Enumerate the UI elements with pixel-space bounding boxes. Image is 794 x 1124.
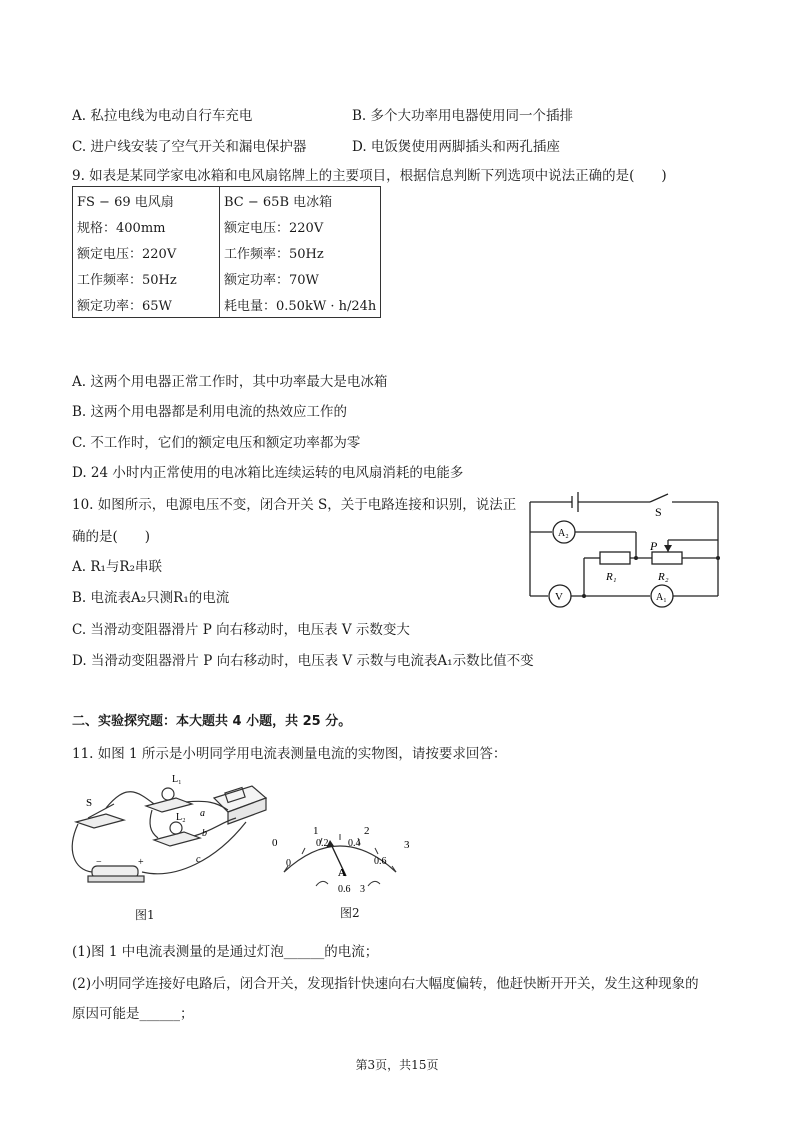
table-cell: 额定功率：70W (220, 265, 381, 291)
q10-stem-line2: 确的是( ) (72, 529, 151, 545)
q10-option-b: B. 电流表A₂只测R₁的电流 (72, 590, 230, 606)
table-cell: 额定功率：65W (73, 291, 220, 318)
battery-minus-label: − (96, 857, 102, 868)
q11-sub1: (1)图 1 中电流表测量的是通过灯泡______的电流； (72, 944, 379, 960)
wire-a-label: a (200, 808, 205, 819)
table-cell: 耗电量：0.50kW · h/24h (220, 291, 381, 318)
q10-option-a: A. R₁与R₂串联 (72, 559, 162, 575)
l2-label: L₂ (176, 812, 186, 823)
dial-small-06: 0.6 (374, 856, 387, 867)
table-cell: 工作频率：50Hz (220, 239, 381, 265)
q8-option-d: D. 电饭煲使用两脚插头和两孔插座 (352, 139, 560, 155)
q11-stem: 11. 如图 1 所示是小明同学用电流表测量电流的实物图，请按要求回答： (72, 746, 507, 762)
section-heading: 二、实验探究题：本大题共 4 小题，共 25 分。 (72, 714, 352, 729)
dial-unit: A (338, 867, 346, 879)
r2-label: R₂ (658, 571, 669, 583)
dial-big-0: 0 (272, 837, 278, 849)
table-cell: BC − 65B 电冰箱 (220, 187, 381, 214)
table-row (73, 213, 381, 239)
q9-option-c: C. 不工作时，它们的额定电压和额定功率都为零 (72, 435, 361, 451)
q11-sub2-line1: (2)小明同学连接好电路后，闭合开关，发现指针快速向右大幅度偏转，他赶快断开开关，发生这种现象的 (72, 976, 699, 992)
slider-arrow-icon (664, 545, 672, 552)
table-row (73, 239, 381, 265)
table-row (73, 265, 381, 291)
q8-option-c: C. 进户线安装了空气开关和漏电保护器 (72, 139, 307, 155)
table-cell: 额定电压：220V (220, 213, 381, 239)
switch-label: S (86, 797, 93, 809)
q8-option-a: A. 私拉电线为电动自行车充电 (72, 108, 253, 124)
table-cell: FS − 69 电风扇 (73, 187, 220, 214)
terminal-3: 3 (360, 884, 365, 895)
dial-small-04: 0.4 (348, 838, 361, 849)
page-footer: 第3页，共15页 (355, 1058, 439, 1072)
q10-option-c: C. 当滑动变阻器滑片 P 向右移动时，电压表 V 示数变大 (72, 622, 410, 638)
dial-terminals (310, 876, 390, 898)
ammeter-a2-label: A₂ (558, 528, 569, 539)
wire-b-label: b (202, 828, 207, 839)
q11-figure1 (66, 770, 270, 902)
q9-option-a: A. 这两个用电器正常工作时，其中功率最大是电冰箱 (72, 374, 388, 390)
q10-option-d: D. 当滑动变阻器滑片 P 向右移动时，电压表 V 示数与电流表A₁示数比值不变 (72, 653, 534, 669)
wire-c-label: c (196, 854, 201, 865)
dial-small-02: 0.2 (316, 838, 329, 849)
dial-small-0: 0 (286, 858, 291, 869)
ammeter-a1-label: A₁ (656, 592, 667, 603)
table-cell: 工作频率：50Hz (73, 265, 220, 291)
dial-big-1: 1 (313, 826, 319, 837)
dial-big-2: 2 (364, 826, 370, 837)
l1-label: L₁ (172, 774, 182, 785)
fig1-caption: 图1 (135, 908, 155, 922)
resistor-r1-icon (600, 552, 630, 564)
q11-sub2-line2: 原因可能是______； (72, 1006, 194, 1022)
q9-option-b: B. 这两个用电器都是利用电流的热效应工作的 (72, 404, 348, 420)
slider-label: P (650, 539, 658, 553)
table-cell: 规格：400mm (73, 213, 220, 239)
q9-stem: 9. 如表是某同学家电冰箱和电风扇铭牌上的主要项目，根据信息判断下列选项中说法正确的是( ) (72, 168, 667, 184)
table-row (73, 187, 381, 214)
table-cell: 额定电压：220V (73, 239, 220, 265)
fig2-caption: 图2 (340, 906, 360, 920)
nameplate-table (72, 186, 381, 318)
q9-option-d: D. 24 小时内正常使用的电冰箱比连续运转的电风扇消耗的电能多 (72, 465, 464, 481)
voltmeter-label: V (555, 591, 563, 603)
table-row (73, 291, 381, 318)
q10-stem-line1: 10. 如图所示，电源电压不变，闭合开关 S，关于电路连接和识别，说法正 (72, 497, 517, 513)
q8-option-b: B. 多个大功率用电器使用同一个插排 (352, 108, 574, 124)
r1-label: R₁ (606, 571, 617, 583)
switch-label: S (655, 505, 662, 519)
terminal-06: 0.6 (338, 884, 351, 895)
resistor-r2-icon (652, 552, 682, 564)
battery-plus-label: + (138, 857, 144, 868)
switch-icon (76, 814, 124, 828)
dial-big-3: 3 (404, 839, 410, 851)
q10-circuit-diagram (522, 488, 726, 614)
